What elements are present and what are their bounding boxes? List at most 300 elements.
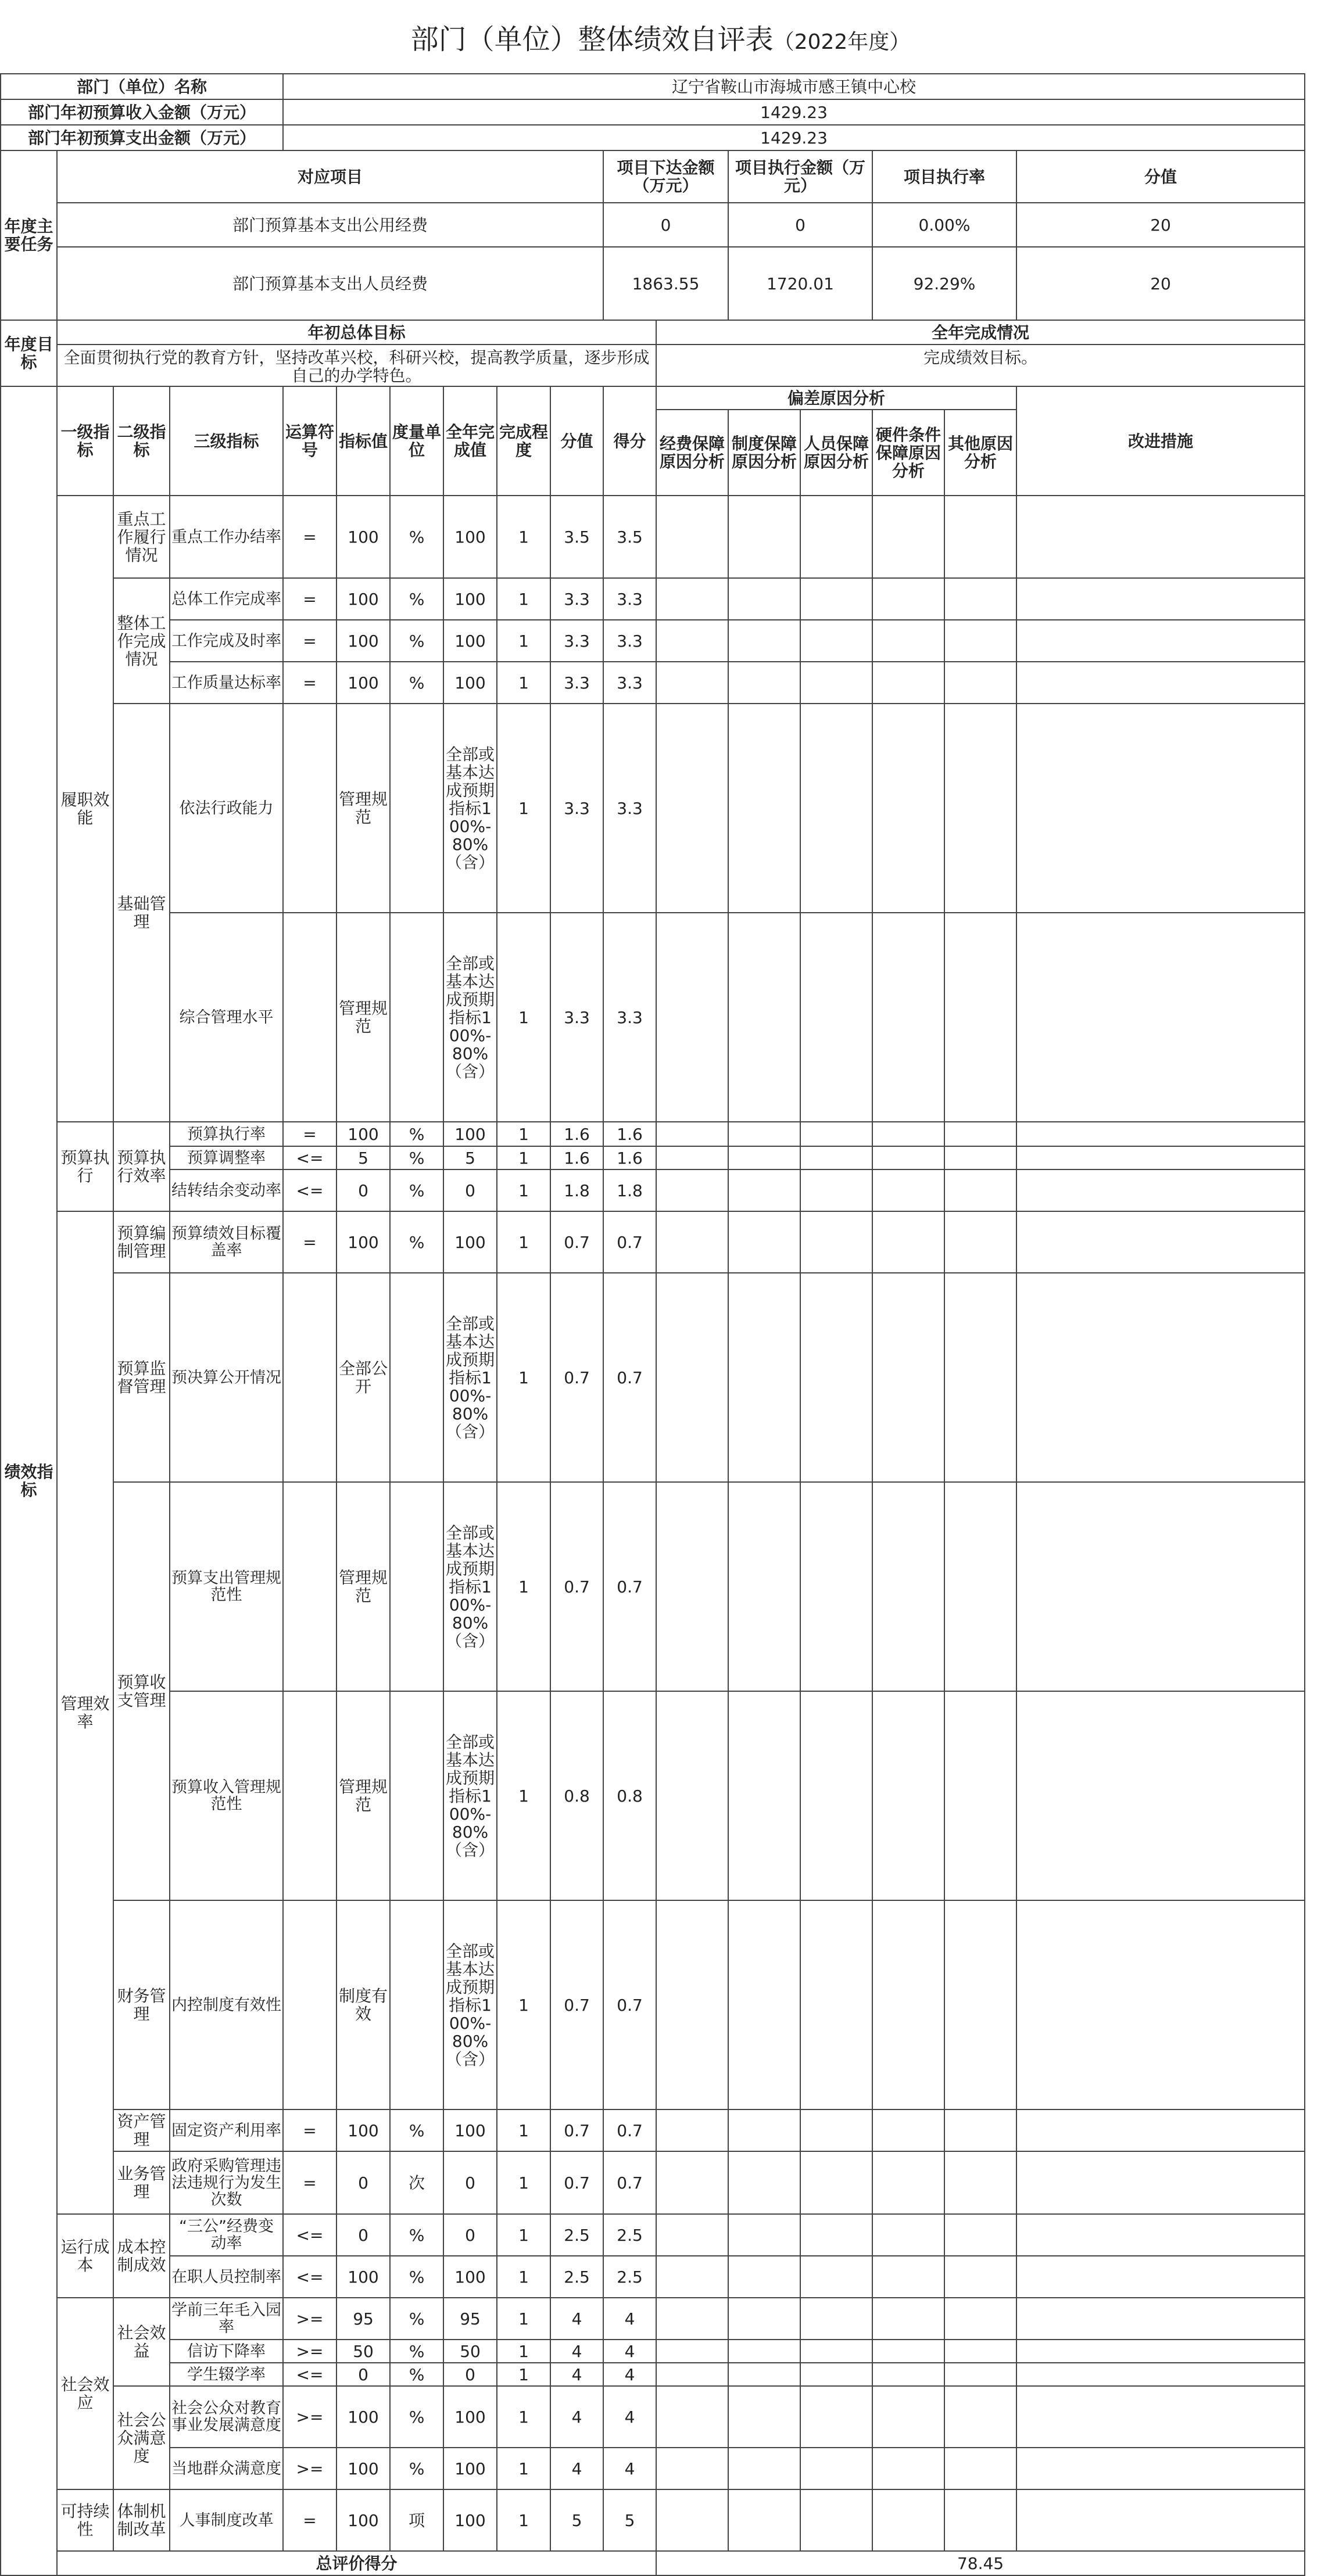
perf-actual-cell: 5 xyxy=(443,1146,497,1169)
perf-header-l3: 三级指标 xyxy=(170,386,283,496)
perf-dev-cell xyxy=(944,496,1016,578)
task-allocated: 1863.55 xyxy=(603,247,728,320)
perf-dev-cell xyxy=(872,2340,944,2363)
perf-dev-cell xyxy=(872,1169,944,1211)
perf-degree-cell: 1 xyxy=(497,2340,550,2363)
perf-header-score-value: 分值 xyxy=(550,386,603,496)
perf-dev-cell xyxy=(728,704,800,913)
perf-dev-cell xyxy=(656,2151,728,2214)
total-label: 总评价得分 xyxy=(57,2551,656,2575)
perf-dev-cell xyxy=(656,1691,728,1900)
perf-l3-cell: 预算执行率 xyxy=(170,1122,283,1146)
title-text: 部门（单位）整体绩效自评表 xyxy=(410,23,774,56)
perf-improve-cell xyxy=(1016,2151,1305,2214)
perf-l3-cell: 重点工作办结率 xyxy=(170,496,283,578)
perf-dev-cell xyxy=(872,620,944,662)
perf-actual-cell: 全部或基本达成预期指标100%-80%（含） xyxy=(443,1691,497,1900)
perf-dev-cell xyxy=(800,2298,872,2340)
perf-l3-cell: 预决算公开情况 xyxy=(170,1273,283,1482)
perf-l1-group: 预算执行 xyxy=(57,1122,113,1211)
perf-target-cell: 100 xyxy=(336,2386,390,2448)
perf-op-cell: = xyxy=(283,578,336,620)
task-allocated: 0 xyxy=(603,203,728,247)
perf-target-cell: 0 xyxy=(336,1169,390,1211)
perf-l3-cell: 依法行政能力 xyxy=(170,704,283,913)
perf-dev-cell xyxy=(944,662,1016,704)
perf-degree-cell: 1 xyxy=(497,2298,550,2340)
perf-degree-cell: 1 xyxy=(497,704,550,913)
perf-dev-cell xyxy=(656,662,728,704)
perf-degree-cell: 1 xyxy=(497,2363,550,2386)
perf-score-cell: 0.7 xyxy=(603,1482,656,1691)
perf-header-l2: 二级指标 xyxy=(113,386,170,496)
perf-actual-cell: 100 xyxy=(443,2448,497,2489)
task-executed: 0 xyxy=(728,203,872,247)
perf-op-cell: <= xyxy=(283,2214,336,2256)
perf-header-unit: 度量单位 xyxy=(390,386,443,496)
perf-degree-cell: 1 xyxy=(497,578,550,620)
perf-dev-cell xyxy=(800,2340,872,2363)
perf-dev-cell xyxy=(728,496,800,578)
perf-score-value-cell: 0.7 xyxy=(550,1482,603,1691)
perf-dev-cell xyxy=(656,2386,728,2448)
perf-degree-cell: 1 xyxy=(497,1273,550,1482)
perf-dev-cell xyxy=(944,1482,1016,1691)
perf-l2-group: 重点工作履行情况 xyxy=(113,496,170,578)
task-rate: 0.00% xyxy=(872,203,1016,247)
perf-dev-cell xyxy=(800,1691,872,1900)
perf-dev-cell xyxy=(872,1146,944,1169)
perf-score-value-cell: 2.5 xyxy=(550,2214,603,2256)
perf-improve-cell xyxy=(1016,1122,1305,1146)
perf-dev-cell xyxy=(728,2256,800,2298)
perf-dev-cell xyxy=(656,704,728,913)
perf-actual-cell: 0 xyxy=(443,2151,497,2214)
perf-dev-cell xyxy=(728,2151,800,2214)
perf-dev-cell xyxy=(872,2151,944,2214)
perf-dev-cell xyxy=(872,1691,944,1900)
perf-target-cell: 100 xyxy=(336,1211,390,1273)
perf-improve-cell xyxy=(1016,1146,1305,1169)
perf-dev-cell xyxy=(800,2489,872,2551)
perf-dev-cell xyxy=(656,2214,728,2256)
perf-dev-cell xyxy=(872,1211,944,1273)
perf-improve-cell xyxy=(1016,1900,1305,2109)
perf-score-value-cell: 4 xyxy=(550,2386,603,2448)
goals-overall-header: 年初总体目标 xyxy=(57,320,656,345)
perf-l3-cell: 预算支出管理规范性 xyxy=(170,1482,283,1691)
perf-dev-cell xyxy=(800,662,872,704)
perf-op-cell: <= xyxy=(283,2363,336,2386)
perf-dev-cell xyxy=(728,913,800,1122)
perf-dev-cell xyxy=(800,913,872,1122)
perf-score-value-cell: 4 xyxy=(550,2363,603,2386)
perf-op-cell: = xyxy=(283,620,336,662)
perf-dev-cell xyxy=(872,662,944,704)
perf-unit-cell: % xyxy=(390,2340,443,2363)
perf-dev-cell xyxy=(728,2386,800,2448)
perf-actual-cell: 全部或基本达成预期指标100%-80%（含） xyxy=(443,1273,497,1482)
task-executed: 1720.01 xyxy=(728,247,872,320)
perf-l2-group: 基础管理 xyxy=(113,704,170,1122)
perf-score-cell: 0.7 xyxy=(603,1211,656,1273)
perf-improve-cell xyxy=(1016,1169,1305,1211)
perf-dev-cell xyxy=(728,620,800,662)
perf-target-cell: 100 xyxy=(336,2448,390,2489)
perf-improve-cell xyxy=(1016,1211,1305,1273)
perf-actual-cell: 50 xyxy=(443,2340,497,2363)
perf-score-cell: 3.5 xyxy=(603,496,656,578)
perf-dev-cell xyxy=(944,1169,1016,1211)
perf-degree-cell: 1 xyxy=(497,2214,550,2256)
perf-header-l1: 一级指标 xyxy=(57,386,113,496)
perf-op-cell: = xyxy=(283,662,336,704)
perf-op-cell: >= xyxy=(283,2340,336,2363)
perf-op-cell xyxy=(283,1482,336,1691)
perf-actual-cell: 100 xyxy=(443,620,497,662)
tasks-header-score-value: 分值 xyxy=(1016,150,1305,203)
perf-target-cell: 0 xyxy=(336,2151,390,2214)
perf-unit-cell: % xyxy=(390,2386,443,2448)
perf-header-dev-other: 其他原因分析 xyxy=(944,410,1016,496)
perf-actual-cell: 100 xyxy=(443,1122,497,1146)
perf-actual-cell: 全部或基本达成预期指标100%-80%（含） xyxy=(443,1482,497,1691)
perf-dev-cell xyxy=(656,913,728,1122)
perf-improve-cell xyxy=(1016,2298,1305,2340)
perf-improve-cell xyxy=(1016,1273,1305,1482)
perf-actual-cell: 全部或基本达成预期指标100%-80%（含） xyxy=(443,1900,497,2109)
perf-degree-cell: 1 xyxy=(497,2151,550,2214)
perf-dev-cell xyxy=(656,1169,728,1211)
perf-target-cell: 100 xyxy=(336,2489,390,2551)
perf-unit-cell: 次 xyxy=(390,2151,443,2214)
perf-score-value-cell: 2.5 xyxy=(550,2256,603,2298)
perf-actual-cell: 全部或基本达成预期指标100%-80%（含） xyxy=(443,913,497,1122)
perf-target-cell: 50 xyxy=(336,2340,390,2363)
perf-improve-cell xyxy=(1016,662,1305,704)
perf-dev-cell xyxy=(728,2363,800,2386)
perf-improve-cell xyxy=(1016,913,1305,1122)
perf-unit-cell xyxy=(390,1273,443,1482)
perf-score-cell: 4 xyxy=(603,2363,656,2386)
perf-actual-cell: 100 xyxy=(443,1211,497,1273)
perf-target-cell: 管理规范 xyxy=(336,704,390,913)
perf-unit-cell: % xyxy=(390,2256,443,2298)
perf-l1-group: 管理效率 xyxy=(57,1211,113,2214)
perf-score-value-cell: 0.7 xyxy=(550,1211,603,1273)
perf-l2-group: 社会公众满意度 xyxy=(113,2386,170,2489)
perf-dev-cell xyxy=(656,2298,728,2340)
perf-actual-cell: 100 xyxy=(443,2109,497,2151)
perf-improve-cell xyxy=(1016,2448,1305,2489)
perf-dev-cell xyxy=(800,620,872,662)
perf-score-cell: 3.3 xyxy=(603,662,656,704)
perf-score-value-cell: 3.3 xyxy=(550,578,603,620)
perf-dev-cell xyxy=(872,578,944,620)
perf-header-degree: 完成程度 xyxy=(497,386,550,496)
perf-dev-cell xyxy=(800,704,872,913)
task-rate: 92.29% xyxy=(872,247,1016,320)
perf-actual-cell: 100 xyxy=(443,2489,497,2551)
perf-score-value-cell: 1.6 xyxy=(550,1122,603,1146)
perf-unit-cell: % xyxy=(390,2448,443,2489)
perf-unit-cell xyxy=(390,1482,443,1691)
perf-l3-cell: 信访下降率 xyxy=(170,2340,283,2363)
perf-unit-cell xyxy=(390,1900,443,2109)
perf-dev-cell xyxy=(800,578,872,620)
perf-dev-cell xyxy=(944,2151,1016,2214)
perf-unit-cell: % xyxy=(390,2214,443,2256)
perf-dev-cell xyxy=(944,2386,1016,2448)
perf-dev-cell xyxy=(656,2489,728,2551)
perf-score-cell: 2.5 xyxy=(603,2214,656,2256)
perf-degree-cell: 1 xyxy=(497,496,550,578)
perf-score-cell: 5 xyxy=(603,2489,656,2551)
perf-improve-cell xyxy=(1016,2214,1305,2256)
tasks-header-rate: 项目执行率 xyxy=(872,150,1016,203)
perf-score-value-cell: 3.5 xyxy=(550,496,603,578)
perf-score-value-cell: 3.3 xyxy=(550,662,603,704)
perf-dev-cell xyxy=(728,2448,800,2489)
perf-l3-cell: 社会公众对教育事业发展满意度 xyxy=(170,2386,283,2448)
perf-l3-cell: 综合管理水平 xyxy=(170,913,283,1122)
goals-overall-text: 全面贯彻执行党的教育方针，坚持改革兴校，科研兴校，提高教学质量，逐步形成自己的办学特色。 xyxy=(57,345,656,386)
perf-header-dev-staff: 人员保障原因分析 xyxy=(800,410,872,496)
perf-l2-group: 预算监督管理 xyxy=(113,1273,170,1482)
task-item: 部门预算基本支出人员经费 xyxy=(57,247,603,320)
perf-improve-cell xyxy=(1016,2340,1305,2363)
perf-score-cell: 2.5 xyxy=(603,2256,656,2298)
perf-degree-cell: 1 xyxy=(497,2386,550,2448)
perf-l3-cell: 总体工作完成率 xyxy=(170,578,283,620)
perf-target-cell: 100 xyxy=(336,2109,390,2151)
perf-degree-cell: 1 xyxy=(497,1169,550,1211)
perf-target-cell: 制度有效 xyxy=(336,1900,390,2109)
perf-score-cell: 0.7 xyxy=(603,1900,656,2109)
perf-l3-cell: 学前三年毛入园率 xyxy=(170,2298,283,2340)
perf-dev-cell xyxy=(944,2448,1016,2489)
perf-header-dev-system: 制度保障原因分析 xyxy=(728,410,800,496)
perf-unit-cell: % xyxy=(390,1211,443,1273)
perf-score-cell: 4 xyxy=(603,2448,656,2489)
perf-score-value-cell: 0.7 xyxy=(550,1900,603,2109)
perf-actual-cell: 100 xyxy=(443,662,497,704)
perf-target-cell: 100 xyxy=(336,620,390,662)
expense-value: 1429.23 xyxy=(283,125,1305,150)
perf-op-cell: = xyxy=(283,496,336,578)
perf-dev-cell xyxy=(728,1900,800,2109)
perf-actual-cell: 100 xyxy=(443,2256,497,2298)
perf-unit-cell: % xyxy=(390,578,443,620)
tasks-header-allocated: 项目下达金额（万元） xyxy=(603,150,728,203)
perf-dev-cell xyxy=(944,1900,1016,2109)
task-score-value: 20 xyxy=(1016,247,1305,320)
title-year: （2022年度） xyxy=(773,30,911,54)
perf-dev-cell xyxy=(944,913,1016,1122)
perf-deviation-header: 偏差原因分析 xyxy=(656,386,1016,410)
perf-dev-cell xyxy=(800,1146,872,1169)
perf-l3-cell: 固定资产利用率 xyxy=(170,2109,283,2151)
perf-degree-cell: 1 xyxy=(497,1211,550,1273)
perf-l3-cell: 在职人员控制率 xyxy=(170,2256,283,2298)
perf-target-cell: 0 xyxy=(336,2214,390,2256)
perf-l2-group: 成本控制成效 xyxy=(113,2214,170,2298)
perf-actual-cell: 全部或基本达成预期指标100%-80%（含） xyxy=(443,704,497,913)
perf-actual-cell: 100 xyxy=(443,578,497,620)
perf-dev-cell xyxy=(728,2489,800,2551)
perf-op-cell: = xyxy=(283,2489,336,2551)
perf-op-cell: <= xyxy=(283,2256,336,2298)
perf-l2-group: 业务管理 xyxy=(113,2151,170,2214)
perf-dev-cell xyxy=(656,578,728,620)
perf-header-op: 运算符号 xyxy=(283,386,336,496)
perf-dev-cell xyxy=(872,1482,944,1691)
perf-l2-group: 预算收支管理 xyxy=(113,1482,170,1900)
perf-score-value-cell: 5 xyxy=(550,2489,603,2551)
perf-dev-cell xyxy=(944,1146,1016,1169)
perf-dev-cell xyxy=(800,2448,872,2489)
perf-dev-cell xyxy=(728,2109,800,2151)
perf-dev-cell xyxy=(944,2109,1016,2151)
perf-section-label: 绩效指标 xyxy=(1,386,57,2575)
perf-score-cell: 0.8 xyxy=(603,1691,656,1900)
perf-degree-cell: 1 xyxy=(497,1146,550,1169)
perf-op-cell: <= xyxy=(283,1146,336,1169)
perf-improve-cell xyxy=(1016,2489,1305,2551)
perf-dev-cell xyxy=(656,1900,728,2109)
perf-dev-cell xyxy=(656,1273,728,1482)
perf-dev-cell xyxy=(872,1273,944,1482)
perf-dev-cell xyxy=(944,2298,1016,2340)
perf-l2-group: 资产管理 xyxy=(113,2109,170,2151)
perf-dev-cell xyxy=(872,704,944,913)
perf-score-value-cell: 0.7 xyxy=(550,1273,603,1482)
perf-op-cell: >= xyxy=(283,2298,336,2340)
perf-op-cell xyxy=(283,1691,336,1900)
perf-l3-cell: 人事制度改革 xyxy=(170,2489,283,2551)
perf-dev-cell xyxy=(800,496,872,578)
perf-degree-cell: 1 xyxy=(497,662,550,704)
perf-l3-cell: 政府采购管理违法违规行为发生次数 xyxy=(170,2151,283,2214)
perf-l1-group: 社会效应 xyxy=(57,2298,113,2489)
perf-dev-cell xyxy=(800,1273,872,1482)
perf-l2-group: 社会效益 xyxy=(113,2298,170,2386)
perf-op-cell xyxy=(283,704,336,913)
perf-score-value-cell: 0.8 xyxy=(550,1691,603,1900)
tasks-header-item: 对应项目 xyxy=(57,150,603,203)
perf-header-actual: 全年完成值 xyxy=(443,386,497,496)
perf-dev-cell xyxy=(944,2214,1016,2256)
perf-target-cell: 100 xyxy=(336,662,390,704)
perf-dev-cell xyxy=(656,1211,728,1273)
perf-dev-cell xyxy=(656,2363,728,2386)
perf-dev-cell xyxy=(800,1169,872,1211)
perf-l3-cell: 内控制度有效性 xyxy=(170,1900,283,2109)
perf-improve-cell xyxy=(1016,2386,1305,2448)
perf-degree-cell: 1 xyxy=(497,2448,550,2489)
income-label: 部门年初预算收入金额（万元） xyxy=(1,99,283,125)
perf-l3-cell: 预算收入管理规范性 xyxy=(170,1691,283,1900)
perf-dev-cell xyxy=(800,2363,872,2386)
goals-completion-text: 完成绩效目标。 xyxy=(656,345,1305,386)
perf-degree-cell: 1 xyxy=(497,2109,550,2151)
perf-actual-cell: 0 xyxy=(443,1169,497,1211)
perf-degree-cell: 1 xyxy=(497,1482,550,1691)
perf-dev-cell xyxy=(728,2340,800,2363)
perf-dev-cell xyxy=(800,2151,872,2214)
perf-dev-cell xyxy=(656,1482,728,1691)
perf-unit-cell xyxy=(390,913,443,1122)
perf-dev-cell xyxy=(656,2448,728,2489)
perf-op-cell: = xyxy=(283,2151,336,2214)
perf-l3-cell: 当地群众满意度 xyxy=(170,2448,283,2489)
perf-l2-group: 财务管理 xyxy=(113,1900,170,2109)
perf-dev-cell xyxy=(944,2340,1016,2363)
perf-op-cell: = xyxy=(283,1122,336,1146)
perf-score-cell: 4 xyxy=(603,2386,656,2448)
perf-actual-cell: 0 xyxy=(443,2363,497,2386)
perf-unit-cell: % xyxy=(390,1169,443,1211)
perf-dev-cell xyxy=(728,1273,800,1482)
perf-unit-cell xyxy=(390,704,443,913)
perf-header-dev-funding: 经费保障原因分析 xyxy=(656,410,728,496)
perf-improve-cell xyxy=(1016,2256,1305,2298)
task-item: 部门预算基本支出公用经费 xyxy=(57,203,603,247)
perf-improve-cell xyxy=(1016,704,1305,913)
perf-target-cell: 5 xyxy=(336,1146,390,1169)
perf-op-cell: <= xyxy=(283,1169,336,1211)
perf-dev-cell xyxy=(728,1146,800,1169)
dept-value: 辽宁省鞍山市海城市感王镇中心校 xyxy=(283,74,1305,99)
perf-actual-cell: 100 xyxy=(443,2386,497,2448)
tasks-header-executed: 项目执行金额（万元） xyxy=(728,150,872,203)
perf-dev-cell xyxy=(944,620,1016,662)
perf-op-cell: = xyxy=(283,2109,336,2151)
perf-degree-cell: 1 xyxy=(497,2489,550,2551)
perf-dev-cell xyxy=(872,2363,944,2386)
perf-l3-cell: 结转结余变动率 xyxy=(170,1169,283,1211)
perf-dev-cell xyxy=(800,2214,872,2256)
perf-degree-cell: 1 xyxy=(497,1122,550,1146)
perf-score-cell: 1.8 xyxy=(603,1169,656,1211)
perf-op-cell: = xyxy=(283,1211,336,1273)
perf-score-cell: 3.3 xyxy=(603,704,656,913)
income-value: 1429.23 xyxy=(283,99,1305,125)
perf-target-cell: 100 xyxy=(336,2256,390,2298)
perf-dev-cell xyxy=(872,2386,944,2448)
perf-header-target: 指标值 xyxy=(336,386,390,496)
perf-dev-cell xyxy=(728,1122,800,1146)
perf-l1-group: 可持续性 xyxy=(57,2489,113,2551)
perf-op-cell: >= xyxy=(283,2448,336,2489)
perf-improve-cell xyxy=(1016,620,1305,662)
perf-dev-cell xyxy=(872,1122,944,1146)
perf-header-dev-hardware: 硬件条件保障原因分析 xyxy=(872,410,944,496)
perf-improve-cell xyxy=(1016,1691,1305,1900)
perf-header-improve: 改进措施 xyxy=(1016,386,1305,496)
perf-op-cell: >= xyxy=(283,2386,336,2448)
perf-score-value-cell: 1.6 xyxy=(550,1146,603,1169)
perf-target-cell: 管理规范 xyxy=(336,1482,390,1691)
perf-target-cell: 全部公开 xyxy=(336,1273,390,1482)
perf-dev-cell xyxy=(800,2109,872,2151)
perf-dev-cell xyxy=(728,1211,800,1273)
perf-target-cell: 100 xyxy=(336,578,390,620)
perf-score-cell: 0.7 xyxy=(603,1273,656,1482)
perf-unit-cell: % xyxy=(390,662,443,704)
perf-actual-cell: 95 xyxy=(443,2298,497,2340)
perf-score-value-cell: 3.3 xyxy=(550,704,603,913)
